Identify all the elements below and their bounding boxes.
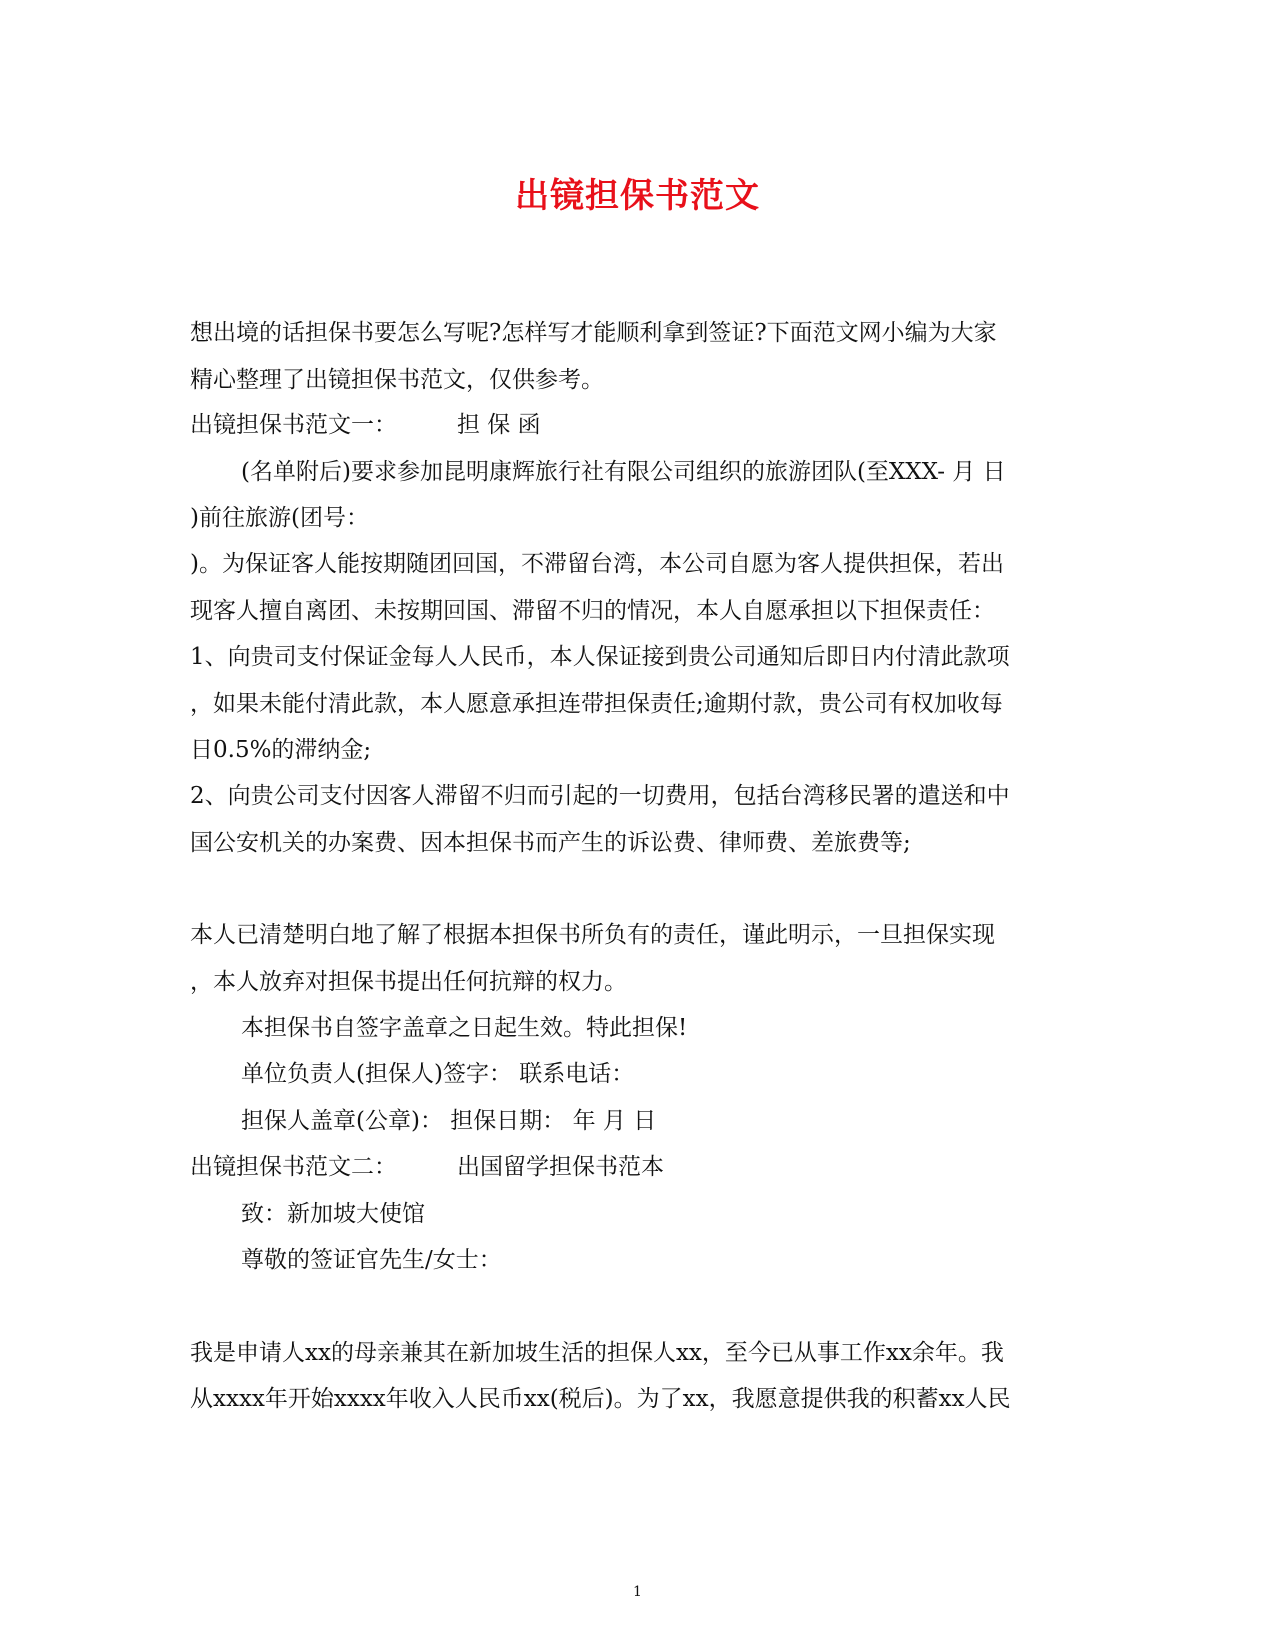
section-subtitle: 担 保 函 (457, 412, 541, 438)
paragraph-line: 本人已清楚明白地了解了根据本担保书所负有的责任，谨此明示，一旦担保实现 (190, 922, 995, 948)
paragraph-line: 2、向贵公司支付因客人滞留不归而引起的一切费用，包括台湾移民署的遣送和中 (190, 783, 1010, 809)
recipient-line: 致：新加坡大使馆 (241, 1201, 425, 1227)
paragraph-line: )。为保证客人能按期随团回国，不滞留台湾，本公司自愿为客人提供担保，若出 (190, 551, 1004, 577)
paragraph-line: 日0.5%的滞纳金; (190, 737, 372, 763)
paragraph-line: 想出境的话担保书要怎么写呢?怎样写才能顺利拿到签证?下面范文网小编为大家 (190, 320, 997, 346)
paragraph-line: ，如果未能付清此款，本人愿意承担连带担保责任;逾期付款，贵公司有权加收每 (190, 691, 1003, 717)
document-title: 出镜担保书范文 (515, 176, 760, 216)
signature-line: 单位负责人(担保人)签字： 联系电话： (241, 1061, 635, 1087)
paragraph-line: ，本人放弃对担保书提出任何抗辩的权力。 (190, 969, 627, 995)
section-label: 出镜担保书范文二： (190, 1154, 397, 1180)
section-subtitle: 出国留学担保书范本 (457, 1154, 664, 1180)
page-number: 1 (633, 1584, 642, 1600)
section-heading-1 (190, 410, 1090, 440)
paragraph-line: 现客人擅自离团、未按期回国、滞留不归的情况，本人自愿承担以下担保责任： (190, 598, 995, 624)
salutation-line: 尊敬的签证官先生/女士： (241, 1247, 502, 1273)
section-label: 出镜担保书范文一： (190, 412, 397, 438)
paragraph-line: 国公安机关的办案费、因本担保书而产生的诉讼费、律师费、差旅费等; (190, 830, 911, 856)
paragraph-line: )前往旅游(团号： (190, 505, 369, 531)
paragraph-line: 本担保书自签字盖章之日起生效。特此担保! (241, 1015, 688, 1041)
paragraph-line: 精心整理了出镜担保书范文，仅供参考。 (190, 367, 604, 393)
paragraph-line: (名单附后)要求参加昆明康辉旅行社有限公司组织的旅游团队(至XXX- 月 日 (241, 459, 1006, 485)
paragraph-line: 我是申请人xx的母亲兼其在新加坡生活的担保人xx，至今已从事工作xx余年。我 (190, 1340, 1004, 1366)
seal-date-line: 担保人盖章(公章)： 担保日期： 年 月 日 (241, 1108, 657, 1134)
paragraph-line: 从xxxx年开始xxxx年收入人民币xx(税后)。为了xx，我愿意提供我的积蓄xx人民 (190, 1386, 1011, 1412)
paragraph-line: 1、向贵司支付保证金每人人民币，本人保证接到贵公司通知后即日内付清此款项 (190, 644, 1010, 670)
section-heading-2 (190, 1152, 1090, 1182)
